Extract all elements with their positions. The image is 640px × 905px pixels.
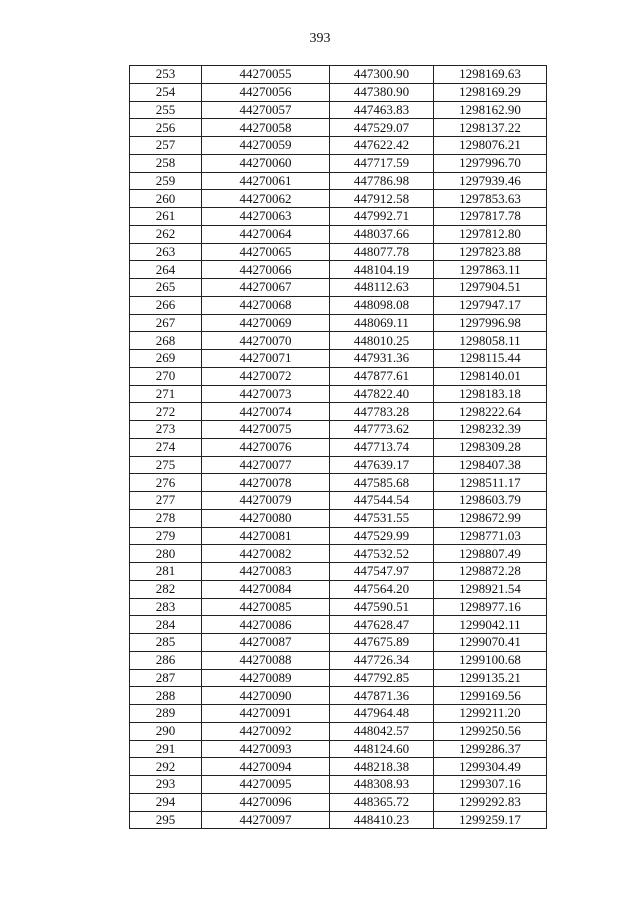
point-number-cell: 284 <box>130 616 202 634</box>
point-number-cell: 258 <box>130 154 202 172</box>
point-number-cell: 257 <box>130 137 202 155</box>
point-id-cell: 44270091 <box>202 705 330 723</box>
point-id-cell: 44270083 <box>202 563 330 581</box>
x-coordinate-cell: 447871.36 <box>330 687 434 705</box>
x-coordinate-cell: 447463.83 <box>330 101 434 119</box>
point-id-cell: 44270071 <box>202 350 330 368</box>
y-coordinate-cell: 1297947.17 <box>434 296 547 314</box>
point-id-cell: 44270062 <box>202 190 330 208</box>
x-coordinate-cell: 448010.25 <box>330 332 434 350</box>
y-coordinate-cell: 1299304.49 <box>434 758 547 776</box>
y-coordinate-cell: 1298169.29 <box>434 83 547 101</box>
point-number-cell: 265 <box>130 279 202 297</box>
y-coordinate-cell: 1298076.21 <box>434 137 547 155</box>
x-coordinate-cell: 448124.60 <box>330 740 434 758</box>
y-coordinate-cell: 1298162.90 <box>434 101 547 119</box>
table-row <box>130 651 547 669</box>
x-coordinate-cell: 447628.47 <box>330 616 434 634</box>
table-row <box>130 634 547 652</box>
x-coordinate-cell: 448037.66 <box>330 225 434 243</box>
y-coordinate-cell: 1298058.11 <box>434 332 547 350</box>
point-number-cell: 292 <box>130 758 202 776</box>
y-coordinate-cell: 1299292.83 <box>434 793 547 811</box>
point-id-cell: 44270069 <box>202 314 330 332</box>
table-row <box>130 545 547 563</box>
point-number-cell: 253 <box>130 66 202 84</box>
point-number-cell: 273 <box>130 421 202 439</box>
table-row <box>130 793 547 811</box>
point-id-cell: 44270093 <box>202 740 330 758</box>
point-number-cell: 282 <box>130 580 202 598</box>
point-number-cell: 274 <box>130 438 202 456</box>
point-id-cell: 44270086 <box>202 616 330 634</box>
y-coordinate-cell: 1298222.64 <box>434 403 547 421</box>
x-coordinate-cell: 447822.40 <box>330 385 434 403</box>
y-coordinate-cell: 1297853.63 <box>434 190 547 208</box>
y-coordinate-cell: 1298921.54 <box>434 580 547 598</box>
y-coordinate-cell: 1297863.11 <box>434 261 547 279</box>
x-coordinate-cell: 447726.34 <box>330 651 434 669</box>
point-id-cell: 44270081 <box>202 527 330 545</box>
table-row <box>130 456 547 474</box>
point-id-cell: 44270065 <box>202 243 330 261</box>
point-number-cell: 271 <box>130 385 202 403</box>
x-coordinate-cell: 447912.58 <box>330 190 434 208</box>
y-coordinate-cell: 1297823.88 <box>434 243 547 261</box>
table-row <box>130 101 547 119</box>
y-coordinate-cell: 1298137.22 <box>434 119 547 137</box>
table-row <box>130 83 547 101</box>
point-id-cell: 44270097 <box>202 811 330 829</box>
x-coordinate-cell: 447964.48 <box>330 705 434 723</box>
y-coordinate-cell: 1298872.28 <box>434 563 547 581</box>
table-row <box>130 492 547 510</box>
table-row <box>130 527 547 545</box>
point-id-cell: 44270067 <box>202 279 330 297</box>
table-row <box>130 66 547 84</box>
point-number-cell: 289 <box>130 705 202 723</box>
x-coordinate-cell: 447792.85 <box>330 669 434 687</box>
point-id-cell: 44270063 <box>202 208 330 226</box>
x-coordinate-cell: 447532.52 <box>330 545 434 563</box>
x-coordinate-cell: 447380.90 <box>330 83 434 101</box>
y-coordinate-cell: 1297904.51 <box>434 279 547 297</box>
point-number-cell: 286 <box>130 651 202 669</box>
point-number-cell: 263 <box>130 243 202 261</box>
y-coordinate-cell: 1299250.56 <box>434 722 547 740</box>
point-id-cell: 44270088 <box>202 651 330 669</box>
y-coordinate-cell: 1299100.68 <box>434 651 547 669</box>
point-id-cell: 44270075 <box>202 421 330 439</box>
point-number-cell: 256 <box>130 119 202 137</box>
point-id-cell: 44270070 <box>202 332 330 350</box>
point-id-cell: 44270078 <box>202 474 330 492</box>
table-row <box>130 261 547 279</box>
point-number-cell: 254 <box>130 83 202 101</box>
point-number-cell: 261 <box>130 208 202 226</box>
point-id-cell: 44270084 <box>202 580 330 598</box>
point-id-cell: 44270060 <box>202 154 330 172</box>
point-number-cell: 264 <box>130 261 202 279</box>
y-coordinate-cell: 1298140.01 <box>434 367 547 385</box>
x-coordinate-cell: 447773.62 <box>330 421 434 439</box>
point-id-cell: 44270068 <box>202 296 330 314</box>
x-coordinate-cell: 448112.63 <box>330 279 434 297</box>
table-row <box>130 208 547 226</box>
y-coordinate-cell: 1298169.63 <box>434 66 547 84</box>
point-number-cell: 285 <box>130 634 202 652</box>
table-row <box>130 740 547 758</box>
point-number-cell: 281 <box>130 563 202 581</box>
point-number-cell: 269 <box>130 350 202 368</box>
point-id-cell: 44270059 <box>202 137 330 155</box>
point-number-cell: 291 <box>130 740 202 758</box>
point-id-cell: 44270090 <box>202 687 330 705</box>
point-number-cell: 266 <box>130 296 202 314</box>
y-coordinate-cell: 1299307.16 <box>434 776 547 794</box>
y-coordinate-cell: 1298232.39 <box>434 421 547 439</box>
table-row <box>130 616 547 634</box>
point-id-cell: 44270074 <box>202 403 330 421</box>
table-row <box>130 243 547 261</box>
y-coordinate-cell: 1298977.16 <box>434 598 547 616</box>
point-id-cell: 44270079 <box>202 492 330 510</box>
point-id-cell: 44270077 <box>202 456 330 474</box>
x-coordinate-cell: 448104.19 <box>330 261 434 279</box>
point-id-cell: 44270066 <box>202 261 330 279</box>
point-id-cell: 44270055 <box>202 66 330 84</box>
point-id-cell: 44270087 <box>202 634 330 652</box>
table-row <box>130 137 547 155</box>
x-coordinate-cell: 447564.20 <box>330 580 434 598</box>
table-row <box>130 563 547 581</box>
x-coordinate-cell: 447717.59 <box>330 154 434 172</box>
table-row <box>130 598 547 616</box>
point-id-cell: 44270094 <box>202 758 330 776</box>
coordinates-table-body <box>130 66 547 829</box>
table-row <box>130 421 547 439</box>
point-number-cell: 294 <box>130 793 202 811</box>
table-row <box>130 350 547 368</box>
x-coordinate-cell: 447590.51 <box>330 598 434 616</box>
point-number-cell: 272 <box>130 403 202 421</box>
point-number-cell: 262 <box>130 225 202 243</box>
point-id-cell: 44270061 <box>202 172 330 190</box>
y-coordinate-cell: 1299169.56 <box>434 687 547 705</box>
y-coordinate-cell: 1298309.28 <box>434 438 547 456</box>
table-row <box>130 811 547 829</box>
page-number: 393 <box>309 31 331 46</box>
x-coordinate-cell: 447529.99 <box>330 527 434 545</box>
point-id-cell: 44270092 <box>202 722 330 740</box>
y-coordinate-cell: 1298115.44 <box>434 350 547 368</box>
y-coordinate-cell: 1297996.98 <box>434 314 547 332</box>
y-coordinate-cell: 1297812.80 <box>434 225 547 243</box>
point-number-cell: 280 <box>130 545 202 563</box>
point-number-cell: 287 <box>130 669 202 687</box>
table-row <box>130 403 547 421</box>
table-row <box>130 190 547 208</box>
x-coordinate-cell: 447547.97 <box>330 563 434 581</box>
table-row <box>130 705 547 723</box>
y-coordinate-cell: 1298183.18 <box>434 385 547 403</box>
table-row <box>130 758 547 776</box>
point-number-cell: 267 <box>130 314 202 332</box>
x-coordinate-cell: 448365.72 <box>330 793 434 811</box>
x-coordinate-cell: 448077.78 <box>330 243 434 261</box>
x-coordinate-cell: 448218.38 <box>330 758 434 776</box>
table-row <box>130 279 547 297</box>
x-coordinate-cell: 448069.11 <box>330 314 434 332</box>
y-coordinate-cell: 1299211.20 <box>434 705 547 723</box>
y-coordinate-cell: 1298603.79 <box>434 492 547 510</box>
point-id-cell: 44270076 <box>202 438 330 456</box>
point-number-cell: 270 <box>130 367 202 385</box>
point-id-cell: 44270057 <box>202 101 330 119</box>
x-coordinate-cell: 447622.42 <box>330 137 434 155</box>
point-id-cell: 44270080 <box>202 509 330 527</box>
x-coordinate-cell: 447529.07 <box>330 119 434 137</box>
table-row <box>130 776 547 794</box>
y-coordinate-cell: 1297996.70 <box>434 154 547 172</box>
point-id-cell: 44270085 <box>202 598 330 616</box>
x-coordinate-cell: 447713.74 <box>330 438 434 456</box>
y-coordinate-cell: 1298672.99 <box>434 509 547 527</box>
point-number-cell: 276 <box>130 474 202 492</box>
coordinates-table <box>129 65 547 829</box>
y-coordinate-cell: 1298407.38 <box>434 456 547 474</box>
table-row <box>130 687 547 705</box>
point-number-cell: 293 <box>130 776 202 794</box>
table-row <box>130 225 547 243</box>
point-number-cell: 283 <box>130 598 202 616</box>
point-number-cell: 290 <box>130 722 202 740</box>
x-coordinate-cell: 448098.08 <box>330 296 434 314</box>
point-id-cell: 44270058 <box>202 119 330 137</box>
table-row <box>130 296 547 314</box>
point-id-cell: 44270082 <box>202 545 330 563</box>
y-coordinate-cell: 1299259.17 <box>434 811 547 829</box>
x-coordinate-cell: 447300.90 <box>330 66 434 84</box>
point-number-cell: 260 <box>130 190 202 208</box>
point-number-cell: 279 <box>130 527 202 545</box>
point-number-cell: 288 <box>130 687 202 705</box>
y-coordinate-cell: 1297939.46 <box>434 172 547 190</box>
x-coordinate-cell: 447675.89 <box>330 634 434 652</box>
y-coordinate-cell: 1298511.17 <box>434 474 547 492</box>
table-row <box>130 722 547 740</box>
y-coordinate-cell: 1298807.49 <box>434 545 547 563</box>
x-coordinate-cell: 447585.68 <box>330 474 434 492</box>
point-id-cell: 44270089 <box>202 669 330 687</box>
x-coordinate-cell: 447931.36 <box>330 350 434 368</box>
x-coordinate-cell: 448410.23 <box>330 811 434 829</box>
table-row <box>130 314 547 332</box>
point-number-cell: 275 <box>130 456 202 474</box>
x-coordinate-cell: 447544.54 <box>330 492 434 510</box>
table-row <box>130 119 547 137</box>
table-row <box>130 669 547 687</box>
table-row <box>130 154 547 172</box>
table-row <box>130 474 547 492</box>
x-coordinate-cell: 447783.28 <box>330 403 434 421</box>
point-id-cell: 44270064 <box>202 225 330 243</box>
table-row <box>130 172 547 190</box>
point-id-cell: 44270072 <box>202 367 330 385</box>
point-id-cell: 44270096 <box>202 793 330 811</box>
point-number-cell: 277 <box>130 492 202 510</box>
point-id-cell: 44270095 <box>202 776 330 794</box>
table-row <box>130 438 547 456</box>
x-coordinate-cell: 448042.57 <box>330 722 434 740</box>
table-row <box>130 509 547 527</box>
y-coordinate-cell: 1299135.21 <box>434 669 547 687</box>
y-coordinate-cell: 1299042.11 <box>434 616 547 634</box>
y-coordinate-cell: 1299070.41 <box>434 634 547 652</box>
point-number-cell: 255 <box>130 101 202 119</box>
point-number-cell: 259 <box>130 172 202 190</box>
table-row <box>130 580 547 598</box>
point-id-cell: 44270073 <box>202 385 330 403</box>
table-row <box>130 367 547 385</box>
x-coordinate-cell: 448308.93 <box>330 776 434 794</box>
y-coordinate-cell: 1297817.78 <box>434 208 547 226</box>
point-number-cell: 295 <box>130 811 202 829</box>
x-coordinate-cell: 447877.61 <box>330 367 434 385</box>
point-id-cell: 44270056 <box>202 83 330 101</box>
x-coordinate-cell: 447786.98 <box>330 172 434 190</box>
point-number-cell: 278 <box>130 509 202 527</box>
table-row <box>130 332 547 350</box>
table-row <box>130 385 547 403</box>
x-coordinate-cell: 447531.55 <box>330 509 434 527</box>
x-coordinate-cell: 447992.71 <box>330 208 434 226</box>
point-number-cell: 268 <box>130 332 202 350</box>
x-coordinate-cell: 447639.17 <box>330 456 434 474</box>
y-coordinate-cell: 1299286.37 <box>434 740 547 758</box>
y-coordinate-cell: 1298771.03 <box>434 527 547 545</box>
